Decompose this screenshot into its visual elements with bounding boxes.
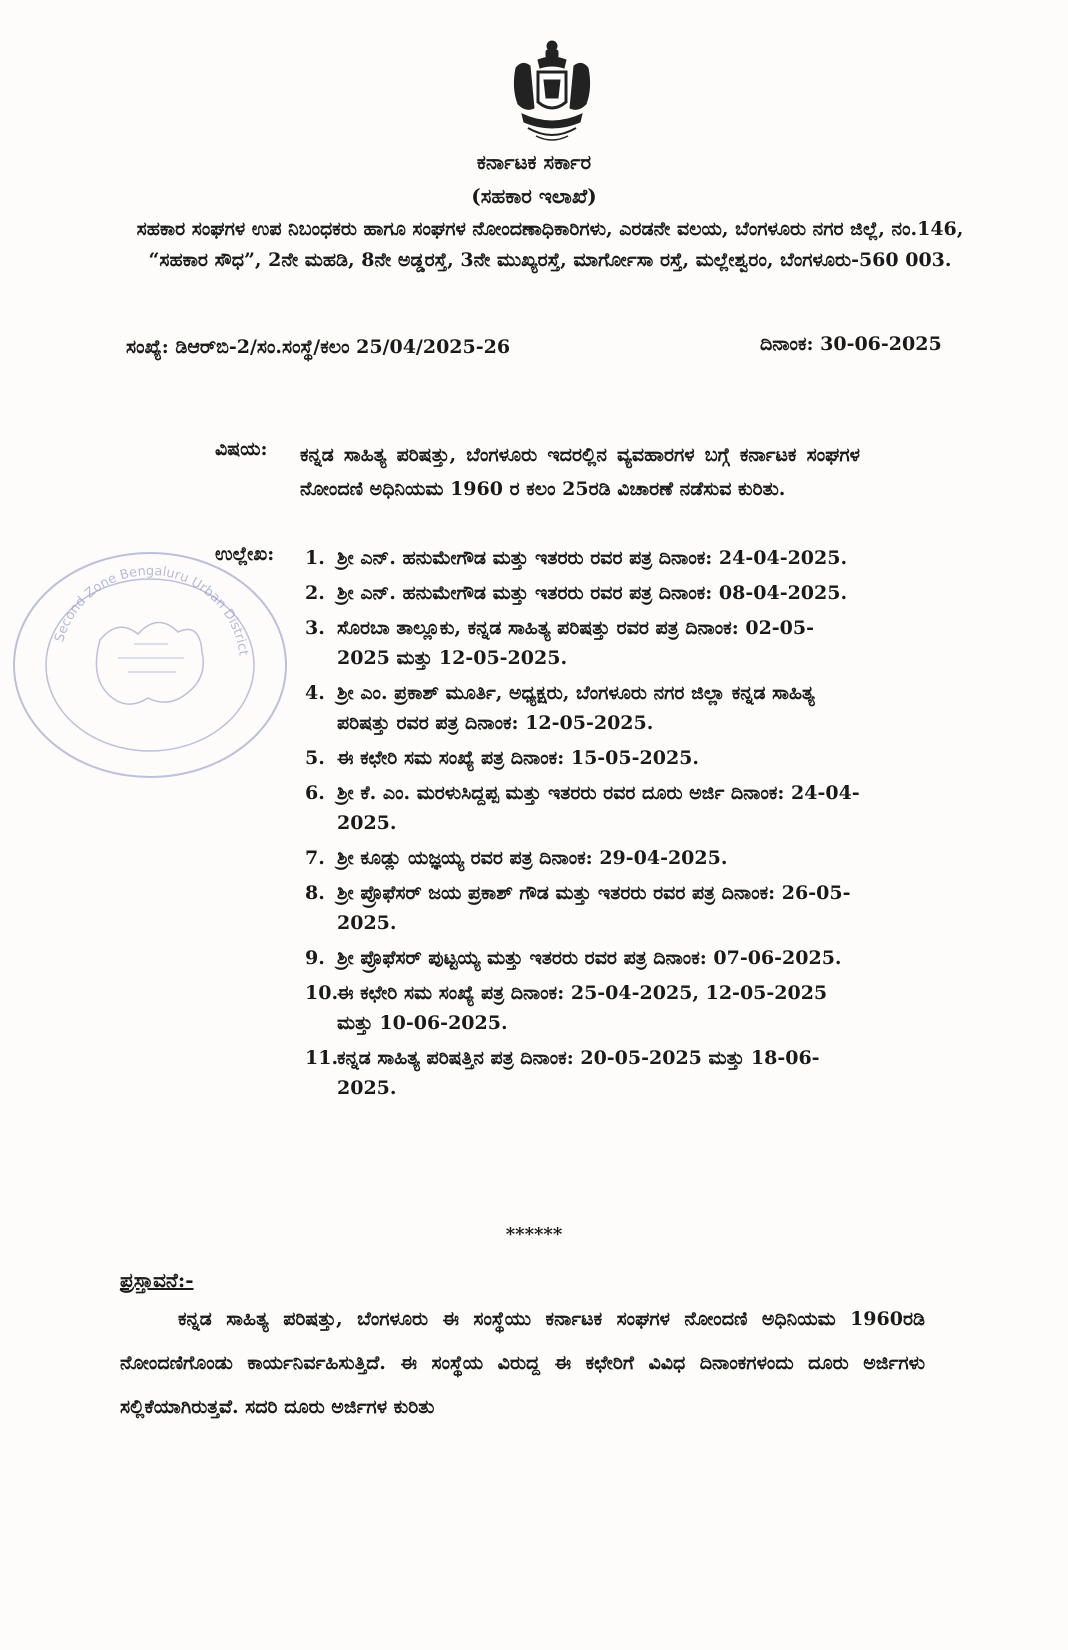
reference-item: [305, 613, 865, 673]
reference-number-label: 1.: [305, 547, 325, 569]
reference-number-label: 3.: [305, 617, 325, 639]
reference-text: ಶ್ರೀ ಪ್ರೊಫೆಸರ್ ಪುಟ್ಟಯ್ಯ ಮತ್ತು ಇತರರು ರವರ ಪತ್ರ ದಿನಾಂಕ: 07-06-2025.: [337, 947, 842, 969]
seal-text: Second Zone Bengaluru Urban District: [52, 563, 251, 657]
reference-number-label: 11.: [305, 1047, 339, 1069]
reference-text: ಶ್ರೀ ಪ್ರೊಫೆಸರ್ ಜಯ ಪ್ರಕಾಶ್ ಗೌಡ ಮತ್ತು ಇತರರು ರವರ ಪತ್ರ ದಿನಾಂಕ: 26-05-2025.: [337, 882, 851, 934]
reference-text: ಶ್ರೀ ಕೂಡ್ಲು ಯಜ್ಞಯ್ಯ ರವರ ಪತ್ರ ದಿನಾಂಕ: 29-04-2025.: [337, 847, 728, 869]
reference-number-label: 10.: [305, 982, 339, 1004]
references-list: [305, 543, 865, 1108]
subject-text: ಕನ್ನಡ ಸಾಹಿತ್ಯ ಪರಿಷತ್ತು, ಬೆಂಗಳೂರು ಇದರಲ್ಲಿನ ವ್ಯವಹಾರಗಳ ಬಗ್ಗೆ ಕರ್ನಾಟಕ ಸಂಘಗಳ ನೋಂದಣಿ ಅಧಿನಿಯಮ 1960 ರ ಕಲಂ 25ರಡಿ ವಿಚಾರಣೆ ನಡೆಸುವ ಕುರಿತು.: [300, 444, 860, 500]
reference-item: [305, 678, 865, 738]
reference-item: [305, 778, 865, 838]
department-title: (ಸಹಕಾರ ಇಲಾಖೆ): [471, 184, 597, 208]
reference-item: [305, 578, 865, 608]
letter-date: ದಿನಾಂಕ: 30-06-2025: [760, 333, 942, 355]
reference-item: [305, 943, 865, 973]
reference-number-label: 5.: [305, 747, 325, 769]
reference-text: ಈ ಕಛೇರಿ ಸಮ ಸಂಖ್ಯೆ ಪತ್ರ ದಿನಾಂಕ: 25-04-2025, 12-05-2025 ಮತ್ತು 10-06-2025.: [337, 982, 828, 1034]
introduction-text: ಕನ್ನಡ ಸಾಹಿತ್ಯ ಪರಿಷತ್ತು, ಬೆಂಗಳೂರು ಈ ಸಂಸ್ಥೆಯು ಕರ್ನಾಟಕ ಸಂಘಗಳ ನೋಂದಣಿ ಅಧಿನಿಯಮ 1960ರಡಿ ನೋಂದಣಿಗೊಂಡು ಕಾರ್ಯನಿರ್ವಹಿಸುತ್ತಿದೆ. ಈ ಸಂಸ್ಥೆಯ ವಿರುದ್ದ ಈ ಕಛೇರಿಗೆ ವಿವಿಧ ದಿನಾಂಕಗಳಂದು ದೂರು ಅರ್ಜಿಗಳು ಸಲ್ಲಿಕೆಯಾಗಿರುತ್ತವೆ. ಸದರಿ ದೂರು ಅರ್ಜಿಗಳ ಕುರಿತು: [120, 1308, 925, 1418]
reference-number-label: 2.: [305, 582, 325, 604]
office-address: ಸಹಕಾರ ಸಂಘಗಳ ಉಪ ನಿಬಂಧಕರು ಹಾಗೂ ಸಂಘಗಳ ನೋಂದಣಾಧಿಕಾರಿಗಳು, ಎರಡನೇ ವಲಯ, ಬೆಂಗಳೂರು ನಗರ ಜಿಲ್ಲೆ, ನಂ.146, “ಸಹಕಾರ ಸೌಧ”, 2ನೇ ಮಹಡಿ, 8ನೇ ಅಡ್ಡರಸ್ತೆ, 3ನೇ ಮುಖ್ಯರಸ್ತೆ, ಮಾರ್ಗೋಸಾ ರಸ್ತೆ, ಮಲ್ಲೇಶ್ವರಂ, ಬೆಂಗಳೂರು-560 003.: [136, 218, 964, 271]
section-separator: ******: [505, 1224, 563, 1245]
reference-text: ಈ ಕಛೇರಿ ಸಮ ಸಂಖ್ಯೆ ಪತ್ರ ದಿನಾಂಕ: 15-05-2025.: [337, 747, 700, 769]
government-title: ಕರ್ನಾಟಕ ಸರ್ಕಾರ: [476, 150, 592, 174]
reference-item: [305, 978, 865, 1038]
reference-number-label: 9.: [305, 947, 325, 969]
reference-text: ಶ್ರೀ ಕೆ. ಎಂ. ಮರಳುಸಿದ್ದಪ್ಪ ಮತ್ತು ಇತರರು ರವರ ದೂರು ಅರ್ಜಿ ದಿನಾಂಕ: 24-04-2025.: [337, 782, 860, 834]
subject-label: ವಿಷಯ:: [215, 438, 268, 460]
svg-text:Second Zone Bengaluru Urban Di: [52, 564, 250, 657]
reference-number-label: 8.: [305, 882, 325, 904]
references-label: ಉಲ್ಲೇಖ:: [215, 543, 275, 565]
office-seal-stamp: [8, 548, 292, 782]
reference-number-label: 6.: [305, 782, 325, 804]
reference-number-label: 7.: [305, 847, 325, 869]
reference-number-label: 4.: [305, 682, 325, 704]
reference-item: [305, 1043, 865, 1103]
reference-text: ಶ್ರೀ ಎನ್. ಹನುಮೇಗೌಡ ಮತ್ತು ಇತರರು ರವರ ಪತ್ರ ದಿನಾಂಕ: 08-04-2025.: [337, 582, 848, 604]
karnataka-emblem-icon: [508, 38, 596, 146]
reference-text: ಶ್ರೀ ಎನ್. ಹನುಮೇಗೌಡ ಮತ್ತು ಇತರರು ರವರ ಪತ್ರ ದಿನಾಂಕ: 24-04-2025.: [337, 547, 848, 569]
reference-item: [305, 878, 865, 938]
reference-number: ಸಂಖ್ಯೆ: ಡಿಆರ್‌ಬಿ-2/ಸಂ.ಸಂಸ್ಥೆ/ಕಲಂ 25/04/2025-26: [126, 336, 511, 358]
reference-item: [305, 743, 865, 773]
reference-text: ಶ್ರೀ ಎಂ. ಪ್ರಕಾಶ್ ಮೂರ್ತಿ, ಅಧ್ಯಕ್ಷರು, ಬೆಂಗಳೂರು ನಗರ ಜಿಲ್ಲಾ ಕನ್ನಡ ಸಾಹಿತ್ಯ ಪರಿಷತ್ತು ರವರ ಪತ್ರ ದಿನಾಂಕ: 12-05-2025.: [337, 682, 815, 734]
reference-item: [305, 843, 865, 873]
reference-text: ಕನ್ನಡ ಸಾಹಿತ್ಯ ಪರಿಷತ್ತಿನ ಪತ್ರ ದಿನಾಂಕ: 20-05-2025 ಮತ್ತು 18-06-2025.: [337, 1047, 820, 1099]
introduction-title: ಪ್ರಸ್ತಾವನೆ:-: [120, 1268, 194, 1292]
reference-item: [305, 543, 865, 573]
reference-text: ಸೊರಬಾ ತಾಲ್ಲೂಕು, ಕನ್ನಡ ಸಾಹಿತ್ಯ ಪರಿಷತ್ತು ರವರ ಪತ್ರ ದಿನಾಂಕ: 02-05-2025 ಮತ್ತು 12-05-2025.: [337, 617, 815, 669]
